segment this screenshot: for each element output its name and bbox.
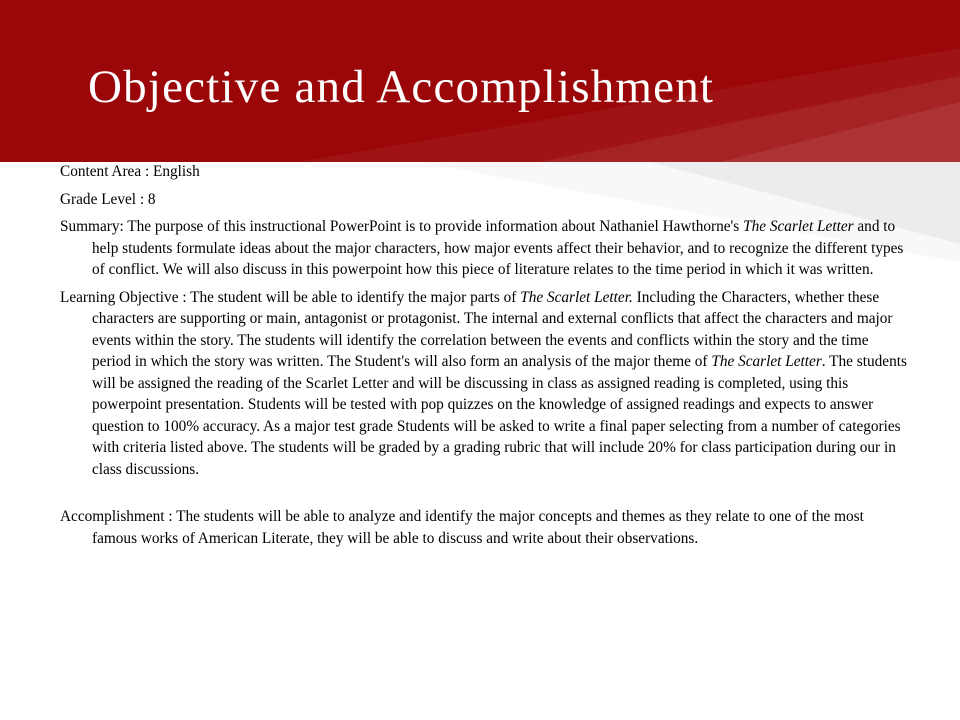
slide-title: Objective and Accomplishment (88, 61, 715, 113)
accomplishment-paragraph (60, 506, 910, 549)
summary-text-1: Summary: The purpose of this instructional PowerPoint is to provide information about Nathaniel Hawthorne's (60, 218, 744, 235)
slide-content (60, 161, 910, 555)
objective-text-1: Learning Objective : The student will be able to identify the major parts of (60, 288, 521, 306)
objective-text-2: Including the Characters, whether these characters are supporting or main, antagonist or protagonist. The internal and external conflicts that affect the characters and major events within the story. The students will identify the correlation between the events and conflicts within the story and the time period in which the story was written. The Student's will also form an analysis of the major theme of (92, 288, 893, 370)
grade-level-text: Grade Level : 8 (60, 190, 156, 208)
objective-book-title-1: The Scarlet Letter. (520, 288, 633, 306)
objective-book-title-2: The Scarlet Letter (711, 353, 822, 370)
summary-text-2: and to help students formulate ideas about the major characters, how major events affect their behavior, and to recognize the different types of conflict. We will also discuss in this powerpoint how this piece of literature relates to the time period in which it was written. (92, 218, 904, 278)
summary-book-title: The Scarlet Letter (743, 218, 854, 235)
summary-paragraph (60, 216, 910, 281)
content-area-line (60, 161, 910, 183)
content-area-text: Content Area : English (60, 163, 200, 180)
objective-text-3: . The students will be assigned the reading of the Scarlet Letter and will be discussing in class as assigned reading is completed, using this powerpoint presentation. Students will be tested with pop quizzes on the knowledge of assigned readings and expects to answer question to 100% accuracy. As a major test grade Students will be asked to write a final paper selecting from a number of categories with criteria listed above. The students will be graded by a grading rubric that will include 20% for class participation during our in class discussions. (92, 353, 907, 478)
learning-objective-paragraph (60, 287, 910, 481)
accomplishment-text: Accomplishment : The students will be able to analyze and identify the major concepts and themes as they relate to one of the most famous works of American Literate, they will be able to discuss and write about their observations. (60, 508, 864, 547)
grade-level-line (60, 189, 910, 211)
